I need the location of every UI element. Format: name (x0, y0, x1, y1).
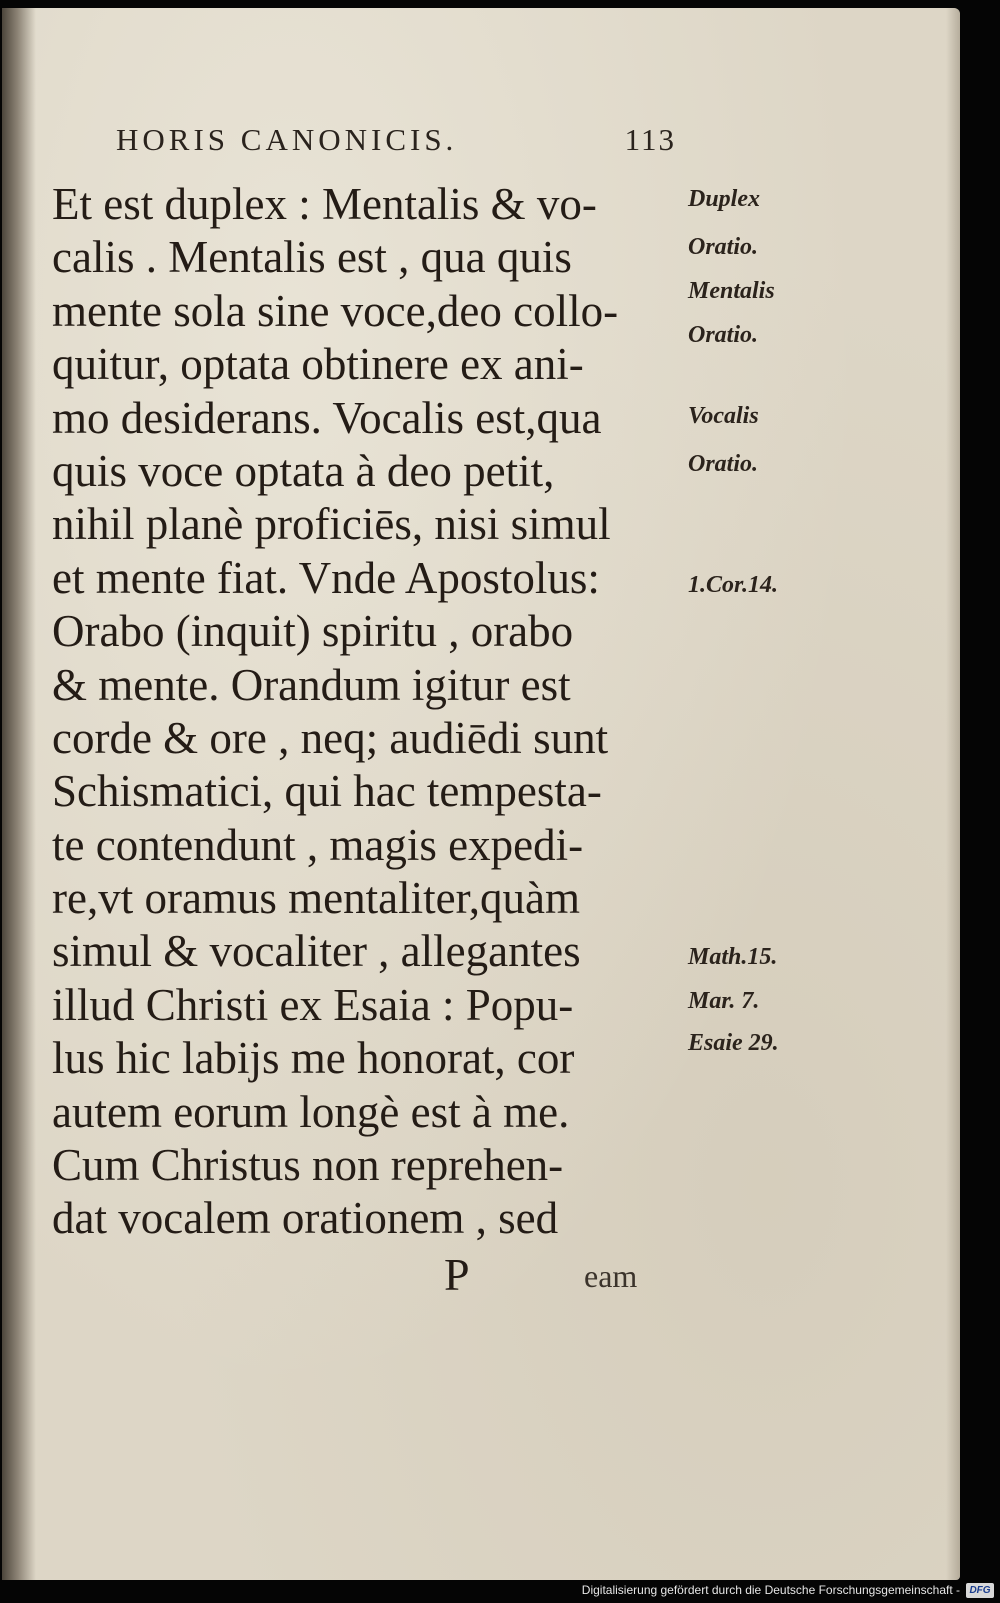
marginal-note: Oratio. (688, 451, 759, 477)
text-line: corde & ore , neq; audiēdi sunt (52, 712, 609, 763)
running-title: HORIS CANONICIS. (116, 122, 458, 157)
marginal-note: Vocalis (688, 403, 759, 429)
funding-credit: Digitalisierung gefördert durch die Deutsche Forschungsgemeinschaft - (581, 1583, 960, 1597)
text-line: quitur, optata obtinere ex ani- (52, 339, 584, 390)
text-line: dat vocalem orationem , sed (52, 1193, 559, 1244)
text-line: mo desiderans. Vocalis est,qua (52, 392, 602, 443)
text-line: autem eorum longè est à me. (52, 1086, 570, 1137)
text-line: illud Christi ex Esaia : Popu- (52, 979, 574, 1030)
marginal-note: Mentalis (688, 278, 775, 304)
text-line: lus hic labijs me honorat, cor (52, 1033, 575, 1084)
dfg-logo: DFG (966, 1583, 994, 1598)
page-number: 113 (624, 122, 676, 157)
marginal-note: Oratio. (688, 234, 759, 260)
marginal-note: Oratio. (688, 322, 759, 348)
text-line: calis . Mentalis est , qua quis (52, 232, 572, 283)
marginal-note: 1.Cor.14. (688, 572, 779, 598)
signature-mark: P (444, 1249, 470, 1300)
digitization-footer (0, 1580, 1000, 1603)
catchword: eam (584, 1258, 638, 1294)
text-line: Cum Christus non reprehen- (52, 1140, 564, 1191)
page-edge-shadow (946, 8, 960, 1580)
show-through-shadow (64, 1258, 584, 1338)
text-line: Schismatici, qui hac tempesta- (52, 766, 602, 817)
marginal-note: Duplex (688, 186, 760, 212)
text-line: te contendunt , magis expedi- (52, 819, 584, 870)
book-page (2, 8, 960, 1580)
body-text (52, 178, 692, 1246)
text-line: Et est duplex : Mentalis & vo- (52, 179, 597, 229)
marginal-note: Esaie 29. (688, 1030, 779, 1056)
text-line: et mente fiat. Vnde Apostolus: (52, 552, 600, 603)
text-line: re,vt oramus mentaliter,quàm (52, 873, 581, 924)
text-line: mente sola sine voce,deo collo- (52, 285, 619, 336)
marginal-note: Math.15. (688, 944, 778, 970)
text-line: Orabo (inquit) spiritu , orabo (52, 606, 574, 657)
text-line: & mente. Orandum igitur est (52, 659, 571, 710)
running-head (116, 122, 676, 162)
marginal-note: Mar. 7. (688, 988, 760, 1014)
text-line: quis voce optata à deo petit, (52, 445, 555, 496)
text-line: nihil planè proficiēs, nisi simul (52, 499, 611, 550)
text-line: simul & vocaliter , allegantes (52, 926, 581, 977)
binding-gutter-shadow (2, 8, 36, 1580)
